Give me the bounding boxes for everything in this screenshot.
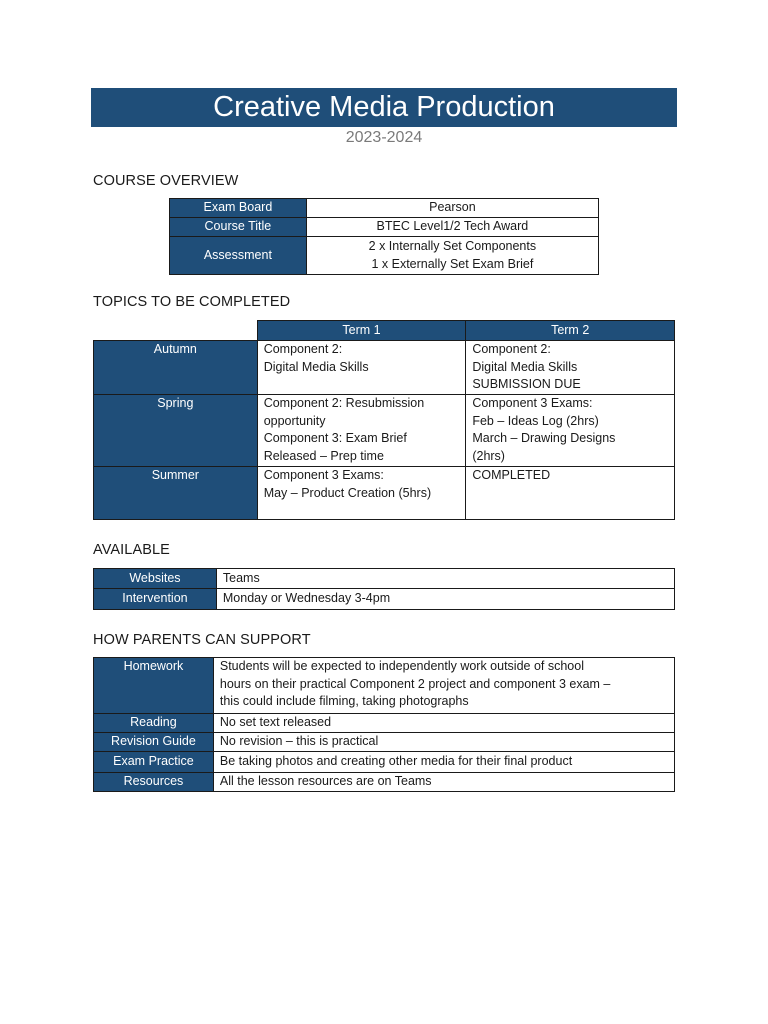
table-row (170, 237, 599, 275)
table-row (94, 341, 675, 395)
course-overview-heading: COURSE OVERVIEW (93, 173, 239, 189)
assessment-line: 2 x Internally Set Components (368, 239, 537, 253)
topics-table (93, 320, 675, 520)
table-row (94, 321, 675, 341)
table-row (94, 395, 675, 467)
reading-label: Reading (94, 714, 214, 733)
homework-value: Students will be expected to independently work outside of school hours on their practical Component 2 project and component 3 exam – this could include filming, taking photographs (213, 658, 674, 714)
table-row (94, 569, 675, 589)
exam-board-label: Exam Board (170, 199, 307, 218)
exam-board-value: Pearson (306, 199, 598, 218)
topics-heading: TOPICS TO BE COMPLETED (93, 294, 291, 310)
blank-corner (94, 321, 258, 341)
assessment-line: 1 x Externally Set Exam Brief (371, 256, 534, 271)
autumn-term-2: Component 2: Digital Media Skills SUBMISSION DUE (466, 341, 675, 395)
revision-guide-value: No revision – this is practical (213, 733, 674, 752)
support-heading: HOW PARENTS CAN SUPPORT (93, 632, 311, 648)
table-row (94, 658, 675, 714)
resources-label: Resources (94, 773, 214, 792)
homework-label: Homework (94, 658, 214, 714)
table-row (94, 773, 675, 792)
term-2-header: Term 2 (466, 321, 675, 341)
summer-term-1: Component 3 Exams: May – Product Creation (5hrs) (257, 467, 466, 520)
intervention-label: Intervention (94, 589, 217, 610)
course-title-label: Course Title (170, 218, 307, 237)
spring-term-1: Component 2: Resubmission opportunity Component 3: Exam Brief Released – Prep time (257, 395, 466, 467)
resources-value: All the lesson resources are on Teams (213, 773, 674, 792)
academic-year: 2023-2024 (345, 129, 423, 146)
assessment-value (306, 237, 598, 275)
table-row (170, 218, 599, 237)
assessment-label: Assessment (170, 237, 307, 275)
available-table (93, 568, 675, 610)
intervention-value: Monday or Wednesday 3-4pm (216, 589, 674, 610)
support-table (93, 657, 675, 792)
spring-term-2: Component 3 Exams: Feb – Ideas Log (2hrs) March – Drawing Designs (2hrs) (466, 395, 675, 467)
exam-practice-label: Exam Practice (94, 752, 214, 773)
page-title: Creative Media Production (91, 88, 677, 127)
exam-practice-value: Be taking photos and creating other media for their final product (213, 752, 674, 773)
term-1-header: Term 1 (257, 321, 466, 341)
course-title-value: BTEC Level1/2 Tech Award (306, 218, 598, 237)
websites-label: Websites (94, 569, 217, 589)
table-row (170, 199, 599, 218)
reading-value: No set text released (213, 714, 674, 733)
table-row (94, 467, 675, 520)
table-row (94, 733, 675, 752)
spring-label: Spring (94, 395, 258, 467)
websites-value: Teams (216, 569, 674, 589)
summer-label: Summer (94, 467, 258, 520)
summer-term-2: COMPLETED (466, 467, 675, 520)
table-row (94, 589, 675, 610)
table-row (94, 714, 675, 733)
available-heading: AVAILABLE (93, 542, 170, 558)
revision-guide-label: Revision Guide (94, 733, 214, 752)
table-row (94, 752, 675, 773)
course-overview-table (169, 198, 599, 275)
autumn-term-1: Component 2: Digital Media Skills (257, 341, 466, 395)
autumn-label: Autumn (94, 341, 258, 395)
